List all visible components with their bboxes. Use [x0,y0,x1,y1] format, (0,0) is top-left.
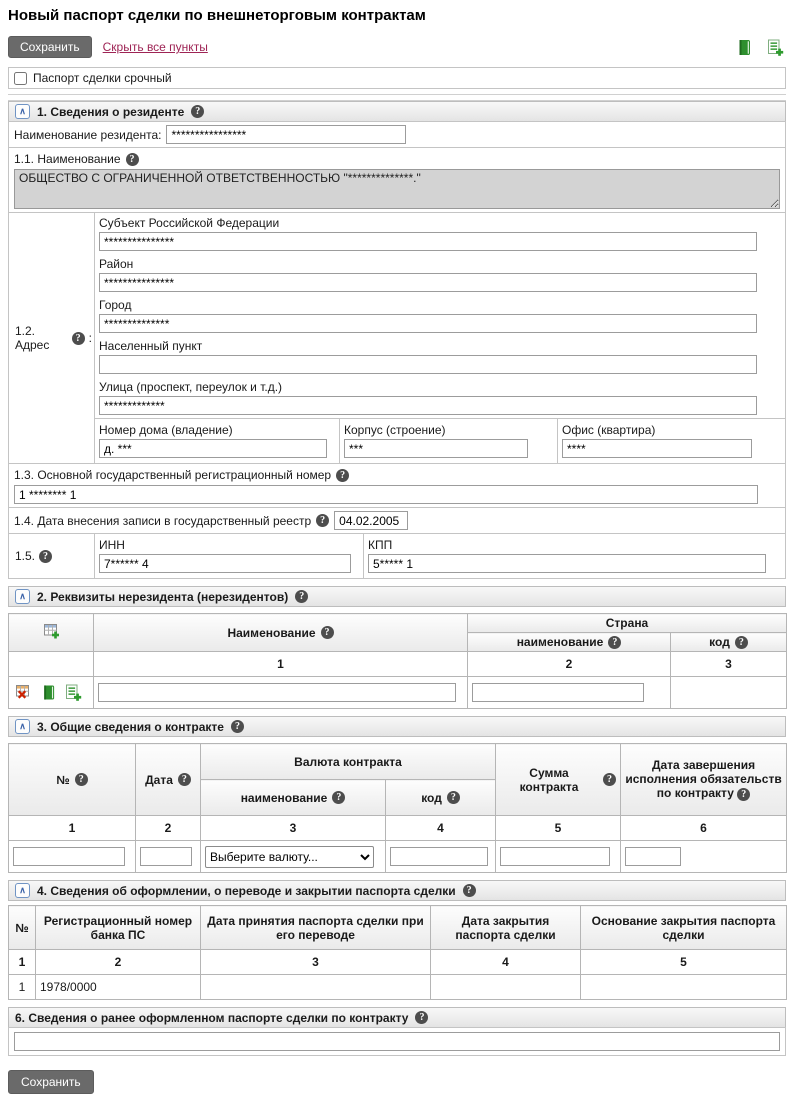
help-icon[interactable]: ? [336,469,349,482]
country-name-input[interactable] [472,683,644,702]
field-1-3-label: 1.3. Основной государственный регистрационный номер [14,468,332,482]
field-1-5-label: 1.5. [15,549,36,563]
currency-code-input[interactable] [390,847,488,866]
address-building-input[interactable] [344,439,528,458]
field-1-1-row [8,147,786,213]
col-num: 2 [36,950,201,975]
hide-all-sections-link[interactable]: Скрыть все пункты [102,40,208,54]
address-city-input[interactable] [99,314,757,333]
nonresident-name-input[interactable] [98,683,456,702]
col-num: 3 [201,950,431,975]
page-title: Новый паспорт сделки по внешнеторговым контрактам [8,7,426,24]
inn-label: ИНН [99,538,125,552]
col-num: 6 [621,816,787,841]
toolbar-icons [735,39,786,56]
contract-sum-input[interactable] [500,847,610,866]
col-end-date-label: Дата завершения исполнения обязательств по контракту [625,758,782,800]
contract-no-input[interactable] [13,847,125,866]
save-button[interactable]: Сохранить [8,36,92,58]
field-1-2-suffix: : [88,331,92,345]
address-office-label: Офис (квартира) [562,423,656,437]
field-1-2-row [8,212,786,464]
address-house-field [95,419,339,463]
field-1-5-row [8,533,786,579]
field-1-4-row [8,507,786,534]
urgent-passport-label: Паспорт сделки срочный [33,71,172,85]
col-num: 3 [201,816,386,841]
section2-title: 2. Реквизиты нерезидента (нерезидентов) [37,589,289,604]
col-num: 1 [9,816,136,841]
spacer-row [8,94,786,101]
field-1-4-label: 1.4. Дата внесения записи в государственный реестр [14,513,312,528]
section4-title: 4. Сведения об оформлении, о переводе и закрытии паспорта сделки [37,883,456,898]
address-building-label: Корпус (строение) [344,423,446,437]
help-icon[interactable]: ? [447,791,460,804]
collapse-icon[interactable]: ∧ [15,589,30,604]
contract-date-input[interactable] [140,847,192,866]
ogrn-input[interactable] [14,485,758,504]
col-country-header: Страна [468,614,787,633]
urgent-passport-row [8,67,786,89]
col-num: 3 [671,652,787,677]
nonresident-table [8,613,787,709]
help-icon[interactable]: ? [178,773,191,786]
help-icon[interactable]: ? [231,720,244,733]
address-city-field [95,295,785,336]
col-name-label: Наименование [227,625,316,640]
address-building-field [339,419,557,463]
section6-header [8,1007,786,1028]
help-icon[interactable]: ? [295,590,308,603]
address-subject-field [95,213,785,254]
urgent-passport-checkbox[interactable] [14,72,27,85]
directory-book-icon[interactable] [735,39,752,56]
inn-field [95,534,363,578]
contract-info-table [8,743,787,873]
company-name-textarea[interactable] [14,169,780,209]
col-end-date-header [621,744,787,816]
address-office-input[interactable] [562,439,752,458]
col-num: 2 [468,652,671,677]
col-no-header [9,744,136,816]
col-country-name-label: наименование [516,635,604,649]
col-num: 5 [496,816,621,841]
add-table-row-cell [9,614,94,652]
section1-header [8,101,786,122]
address-locality-input[interactable] [99,355,757,374]
help-icon[interactable]: ? [603,773,616,786]
help-icon[interactable]: ? [72,332,85,345]
currency-select[interactable] [205,846,374,868]
inn-input[interactable] [99,554,351,573]
col-sum-label: Сумма контракта [519,765,579,794]
add-document-icon[interactable] [65,684,82,701]
address-house-label: Номер дома (владение) [99,423,233,437]
col-header: Основание закрытия паспорта сделки [581,906,787,950]
address-city-label: Город [99,298,132,312]
help-icon[interactable]: ? [191,105,204,118]
address-office-field [557,419,785,463]
reg-number-cell: 1978/0000 [36,975,201,1000]
address-subject-label: Субъект Российской Федерации [99,216,280,230]
col-country-code-label: код [709,635,730,649]
help-icon[interactable]: ? [737,788,750,801]
close-date-cell [431,975,581,1000]
col-currency-name-header [201,780,386,816]
collapse-icon[interactable]: ∧ [15,104,30,119]
col-header: № [9,906,36,950]
kpp-field [363,534,785,578]
kpp-input[interactable] [368,554,766,573]
section1-title: 1. Сведения о резиденте [37,104,185,119]
toolbar [8,36,786,58]
field-1-1-label: 1.1. Наименование [14,152,121,166]
address-district-input[interactable] [99,273,757,292]
col-no-label: № [56,772,70,787]
passport-registration-table [8,905,787,1000]
address-street-field [95,377,785,418]
delete-row-icon[interactable] [15,684,31,701]
col-date-header [136,744,201,816]
address-district-field [95,254,785,295]
col-header: Дата закрытия паспорта сделки [431,906,581,950]
help-icon[interactable]: ? [316,514,329,527]
table-row [9,975,787,1000]
kpp-label: КПП [368,538,393,552]
help-icon[interactable]: ? [735,636,748,649]
address-locality-field [95,336,785,377]
field-1-2-label: 1.2. Адрес [15,324,50,352]
col-sum-header [496,744,621,816]
address-house-input[interactable] [99,439,327,458]
col-header: Дата принятия паспорта сделки при его переводе [201,906,431,950]
help-icon[interactable]: ? [415,1011,428,1024]
section3-header [8,716,786,737]
address-district-label: Район [99,257,134,271]
section4-header [8,880,786,901]
close-reason-cell [581,975,787,1000]
previous-passport-input[interactable] [14,1032,780,1051]
help-icon[interactable]: ? [126,153,139,166]
resident-name-input[interactable] [166,125,406,144]
col-currency-name-label: наименование [240,790,328,805]
help-icon[interactable]: ? [321,626,334,639]
help-icon[interactable]: ? [332,791,345,804]
col-currency-code-label: код [421,790,442,805]
registry-date-input[interactable] [334,511,408,530]
section6-title: 6. Сведения о ранее оформленном паспорте сделки по контракту [15,1010,409,1025]
col-currency-code-header [386,780,496,816]
col-country-code-header [671,633,787,652]
address-subject-input[interactable] [99,232,757,251]
collapse-icon[interactable]: ∧ [15,883,30,898]
save-button-bottom[interactable]: Сохранить [8,1070,94,1094]
col-currency-header: Валюта контракта [201,744,496,780]
field-1-3-row [8,463,786,508]
address-street-label: Улица (проспект, переулок и т.д.) [99,380,283,394]
help-icon[interactable]: ? [75,773,88,786]
section2-header [8,586,786,607]
transfer-date-cell [201,975,431,1000]
collapse-icon[interactable]: ∧ [15,719,30,734]
col-num: 1 [94,652,468,677]
end-date-input[interactable] [625,847,681,866]
section3-title: 3. Общие сведения о контракте [37,719,224,734]
address-house-row [95,418,785,463]
col-num: 4 [431,950,581,975]
col-num: 4 [386,816,496,841]
address-locality-label: Населенный пункт [99,339,203,353]
table-add-row-icon[interactable] [42,623,60,640]
resident-name-label: Наименование резидента: [14,127,162,142]
help-icon[interactable]: ? [463,884,476,897]
col-header: Регистрационный номер банка ПС [36,906,201,950]
add-document-icon[interactable] [767,39,784,56]
help-icon[interactable]: ? [608,636,621,649]
resident-name-row [8,121,786,148]
col-num: 2 [136,816,201,841]
col-num: 5 [581,950,787,975]
col-name-header [94,614,468,652]
col-country-name-header [468,633,671,652]
row-no-cell: 1 [9,975,36,1000]
help-icon[interactable]: ? [39,550,52,563]
section6-input-row [8,1027,786,1056]
directory-book-icon[interactable] [40,684,56,701]
col-date-label: Дата [145,772,173,787]
col-num: 1 [9,950,36,975]
address-street-input[interactable] [99,396,757,415]
